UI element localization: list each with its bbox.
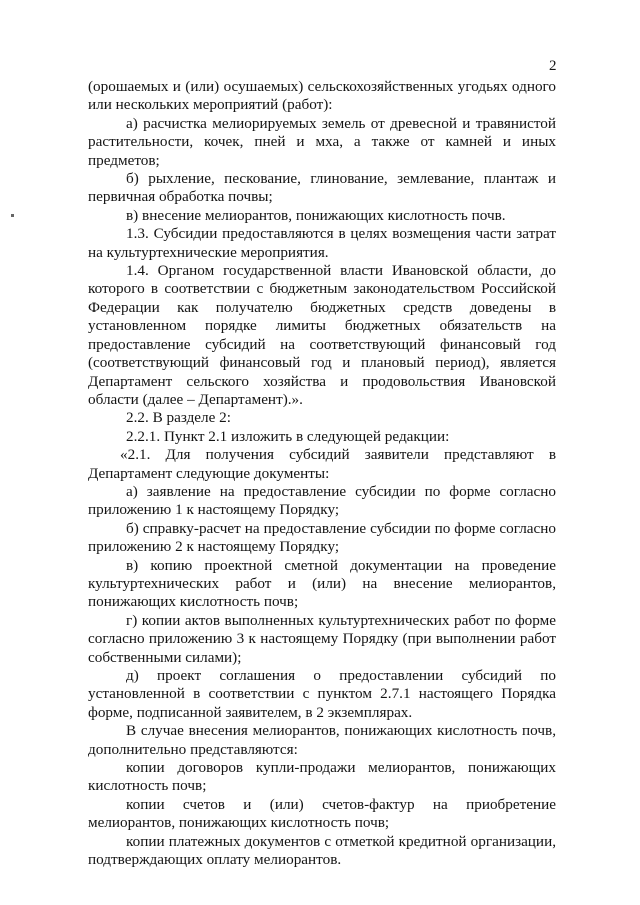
- paragraph-irrigated-lands: (орошаемых и (или) осушаемых) сельскохозяйственных угодьях одного или нескольких мероприятий (работ):: [88, 78, 556, 114]
- paragraph-2-2: 2.2. В разделе 2:: [126, 409, 231, 427]
- paragraph-doc-g-acts: г) копии актов выполненных культуртехнических работ по форме согласно приложению 3 к настоящему Порядку (при выполнении работ собственными силами);: [88, 611, 556, 666]
- paragraph-1-3: 1.3. Субсидии предоставляются в целях возмещения части затрат на культуртехнические мероприятия.: [88, 225, 556, 261]
- paragraph-additional-docs: В случае внесения мелиорантов, понижающих кислотность почв, дополнительно представляются:: [88, 722, 556, 758]
- paragraph-doc-d-agreement: д) проект соглашения о предоставлении субсидий по установленной в соответствии с пунктом 2.7.1 настоящего Порядка форме, подписанной заявителем, в 2 экземплярах.: [88, 667, 556, 721]
- paragraph-doc-b-calculation: б) справку-расчет на предоставление субсидии по форме согласно приложению 2 к настоящему Порядку;: [88, 519, 556, 556]
- page-number: 2: [549, 58, 557, 74]
- paragraph-doc-v-project: в) копию проектной сметной документации на проведение культуртехнических работ и (или) на внесение мелиорантов, понижающих кислотность почв;: [88, 556, 556, 611]
- paragraph-item-v-ameliorants: в) внесение мелиорантов, понижающих кислотность почв.: [126, 206, 506, 224]
- document-body: [88, 78, 556, 869]
- paragraph-doc-a-application: а) заявление на предоставление субсидии по форме согласно приложению 1 к настоящему Порядку;: [88, 482, 556, 519]
- paragraph-1-4: 1.4. Органом государственной власти Ивановской области, до которого в соответствии с бюджетным законодательством Российской Федерации как получателю бюджетных средств доведены в установленном порядке лимиты бюджетных обязательств на предоставление субсидий на соответствующий финансовый год (соответствующий финансовый год и плановый период), является Департамент сельского хозяйства и продовольствия Ивановской области (далее – Департамент).».: [88, 262, 556, 408]
- margin-mark: [11, 214, 14, 217]
- paragraph-item-b-loosening: б) рыхление, пескование, глинование, землевание, плантаж и первичная обработка почвы;: [88, 170, 556, 206]
- paragraph-2-2-1: 2.2.1. Пункт 2.1 изложить в следующей редакции:: [126, 427, 450, 445]
- paragraph-invoices: копии счетов и (или) счетов-фактур на приобретение мелиорантов, понижающих кислотность почв;: [88, 795, 556, 832]
- paragraph-sale-contracts: копии договоров купли-продажи мелиорантов, понижающих кислотность почв;: [88, 759, 556, 795]
- paragraph-2-1-documents: «2.1. Для получения субсидий заявители представляют в Департамент следующие документы:: [88, 446, 556, 482]
- paragraph-item-a-clearing: а) расчистка мелиорируемых земель от древесной и травянистой растительности, кочек, пней и мха, а также от камней и иных предметов;: [88, 114, 556, 169]
- paragraph-payment-docs: копии платежных документов с отметкой кредитной организации, подтверждающих оплату мелиорантов.: [88, 832, 556, 869]
